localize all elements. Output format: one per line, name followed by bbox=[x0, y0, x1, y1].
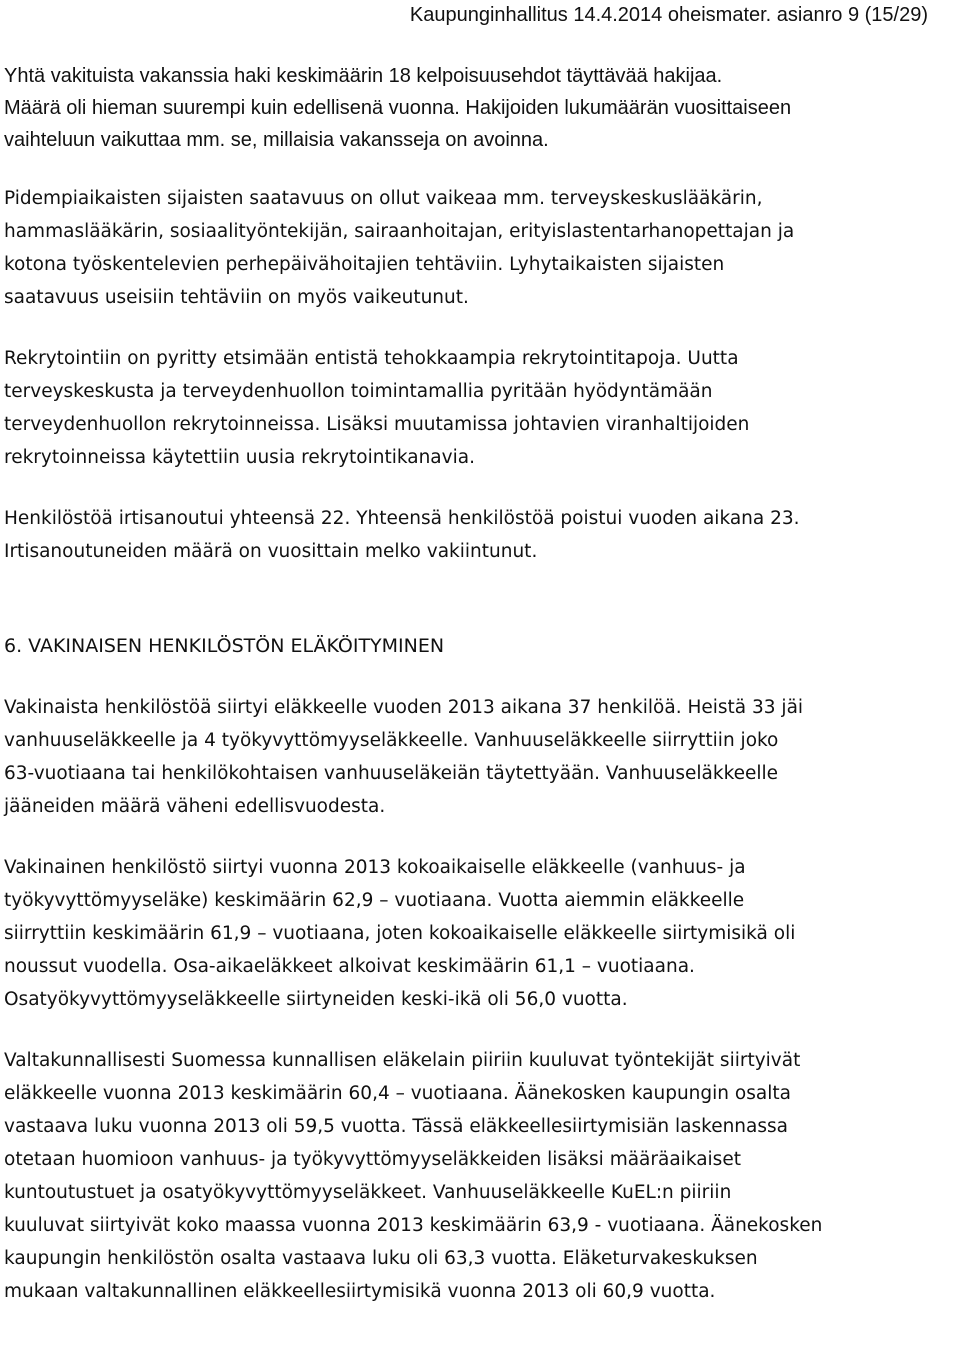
paragraph-spacer bbox=[4, 663, 956, 691]
text-line: siirryttiin keskimäärin 61,9 – vuotiaana, joten kokoaikaiselle eläkkeelle siirtymisikä oli bbox=[4, 923, 796, 944]
paragraph-spacer bbox=[4, 1016, 956, 1044]
paragraph-applicants bbox=[4, 60, 956, 156]
text-line: otetaan huomioon vanhuus- ja työkyvyttömyyseläkkeiden lisäksi määräaikaiset bbox=[4, 1149, 741, 1170]
text-line: terveydenhuollon rekrytoinneissa. Lisäksi muutamissa johtavien viranhaltijoiden bbox=[4, 414, 750, 435]
text-line: Pidempiaikaisten sijaisten saatavuus on ollut vaikeaa mm. terveyskeskuslääkärin, bbox=[4, 188, 763, 209]
text-line: työkyvyttömyyseläke) keskimäärin 62,9 – vuotiaana. Vuotta aiemmin eläkkeelle bbox=[4, 890, 745, 911]
paragraph-retirements bbox=[4, 691, 956, 823]
text-line: Yhtä vakituista vakanssia haki keskimäärin 18 kelpoisuusehdot täyttävää hakijaa. bbox=[4, 65, 723, 87]
text-line: kotona työskentelevien perhepäivähoitajien tehtäviin. Lyhytaikaisten sijaisten bbox=[4, 254, 725, 275]
text-line: terveyskeskusta ja terveydenhuollon toimintamallia pyritään hyödyntämään bbox=[4, 381, 713, 402]
text-line: saatavuus useisiin tehtäviin on myös vaikeutunut. bbox=[4, 287, 469, 308]
text-line: mukaan valtakunnallinen eläkkeellesiirtymisikä vuonna 2013 oli 60,9 vuotta. bbox=[4, 1281, 716, 1302]
text-line: noussut vuodella. Osa-aikaeläkkeet alkoivat keskimäärin 61,1 – vuotiaana. bbox=[4, 956, 695, 977]
paragraph-recruitment bbox=[4, 342, 956, 474]
paragraph-spacer bbox=[4, 156, 956, 182]
text-line: eläkkeelle vuonna 2013 keskimäärin 60,4 – vuotiaana. Äänekosken kaupungin osalta bbox=[4, 1083, 791, 1104]
text-line: vanhuuseläkkeelle ja 4 työkyvyttömyyseläkkeelle. Vanhuuseläkkeelle siirryttiin joko bbox=[4, 730, 779, 751]
text-line: vaihteluun vaikuttaa mm. se, millaisia vakansseja on avoinna. bbox=[4, 129, 549, 151]
paragraph-national-comparison bbox=[4, 1044, 956, 1308]
text-line: rekrytoinneissa käytettiin uusia rekrytointikanavia. bbox=[4, 447, 475, 468]
paragraph-spacer bbox=[4, 568, 956, 630]
paragraph-substitutes bbox=[4, 182, 956, 314]
text-line: hammaslääkärin, sosiaalityöntekijän, sairaanhoitajan, erityislastentarhanopettajan ja bbox=[4, 221, 795, 242]
text-line: kuuluvat siirtyivät koko maassa vuonna 2013 keskimäärin 63,9 - vuotiaana. Äänekosken bbox=[4, 1215, 823, 1236]
text-line: kuntoutustuet ja osatyökyvyttömyyseläkkeet. Vanhuuseläkkeelle KuEL:n piiriin bbox=[4, 1182, 732, 1203]
paragraph-resignations bbox=[4, 502, 956, 568]
text-line: Rekrytointiin on pyritty etsimään entistä tehokkaampia rekrytointitapoja. Uutta bbox=[4, 348, 739, 369]
text-line: 63-vuotiaana tai henkilökohtaisen vanhuuseläkeiän täytettyään. Vanhuuseläkkeelle bbox=[4, 763, 779, 784]
text-line: Henkilöstöä irtisanoutui yhteensä 22. Yhteensä henkilöstöä poistui vuoden aikana 23. bbox=[4, 508, 800, 529]
text-line: Vakinainen henkilöstö siirtyi vuonna 2013 kokoaikaiselle eläkkeelle (vanhuus- ja bbox=[4, 857, 746, 878]
paragraph-spacer bbox=[4, 823, 956, 851]
paragraph-spacer bbox=[4, 314, 956, 342]
text-line: vastaava luku vuonna 2013 oli 59,5 vuotta. Tässä eläkkeellesiirtymisiän laskennassa bbox=[4, 1116, 788, 1137]
text-line: Osatyökyvyttömyyseläkkeelle siirtyneiden keski-ikä oli 56,0 vuotta. bbox=[4, 989, 628, 1010]
text-line: kaupungin henkilöstön osalta vastaava luku oli 63,3 vuotta. Eläketurvakeskuksen bbox=[4, 1248, 758, 1269]
text-line: jääneiden määrä väheni edellisvuodesta. bbox=[4, 796, 386, 817]
paragraph-retirement-age bbox=[4, 851, 956, 1016]
section-heading: 6. VAKINAISEN HENKILÖSTÖN ELÄKÖITYMINEN bbox=[4, 635, 445, 657]
text-line: Vakinaista henkilöstöä siirtyi eläkkeelle vuoden 2013 aikana 37 henkilöä. Heistä 33 jäi bbox=[4, 697, 804, 718]
paragraph-spacer bbox=[4, 474, 956, 502]
page-header: Kaupunginhallitus 14.4.2014 oheismater. asianro 9 (15/29) bbox=[409, 4, 928, 26]
text-line: Irtisanoutuneiden määrä on vuosittain melko vakiintunut. bbox=[4, 541, 538, 562]
text-line: Valtakunnallisesti Suomessa kunnallisen eläkelain piiriin kuuluvat työntekijät siirtyivät bbox=[4, 1050, 801, 1071]
text-line: Määrä oli hieman suurempi kuin edellisenä vuonna. Hakijoiden lukumäärän vuosittaiseen bbox=[4, 97, 792, 119]
document-body bbox=[4, 60, 956, 1308]
